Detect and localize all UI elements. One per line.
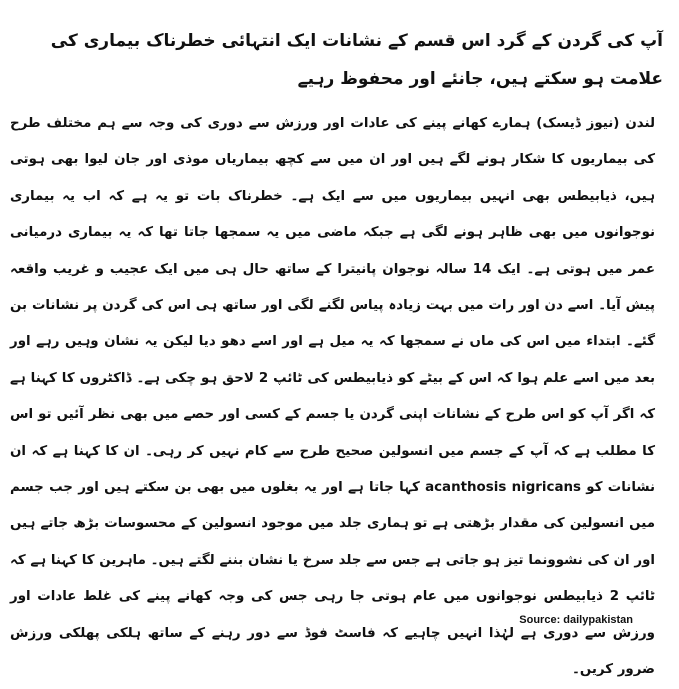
article-body: لندن (نیوز ڈیسک) ہمارے کھانے پینے کی عادات اور ورزش سے دوری کی وجہ سے ہم مختلف طرح کی بیماریوں کا شکار ہونے لگے ہیں اور ان میں سے کچھ بیماریاں موذی اور جان لیوا بھی ہوتی ہیں، ذیابیطس بھی انہیں بیماریوں میں سے ایک ہے۔ خطرناک بات تو یہ ہے کہ اب یہ بیماری نوجوانوں میں بھی ظاہر ہونے لگی ہے جبکہ ماضی میں یہ سمجھا جاتا تھا کہ یہ بیماری درمیانی عمر میں ہوتی ہے۔ ایک 14 سالہ نوجوان پانیترا کے ساتھ حال ہی میں ایک عجیب و غریب واقعہ پیش آیا۔ اسے دن اور رات میں بہت زیادہ پیاس لگنے لگی اور ساتھ ہی اس کی گردن پر نشانات بن گئے۔ ابتداء میں اس کی ماں نے سمجھا کہ یہ میل ہے اور اسے دھو دیا لیکن یہ نشان وہیں رہے اور بعد میں اسے علم ہوا کہ اس کے بیٹے کو ذیابیطس کی ٹائپ 2 لاحق ہو چکی ہے۔ ڈاکٹروں کا کہنا ہے کہ اگر آپ کو اس طرح کے نشانات اپنی گردن یا جسم کے کسی اور حصے میں بھی نظر آئیں تو اس کا مطلب ہے کہ آپ کے جسم میں انسولین صحیح طرح سے کام نہیں کر رہی۔ ان کا کہنا ہے کہ ان نشانات کو acanthosis nigricans کہا جاتا ہے اور یہ بغلوں میں بھی بن سکتے ہیں اور جب جسم میں انسولین کی مقدار بڑھتی ہے تو ہماری جلد میں موجود انسولین کے محسوسات بڑھ جاتے ہیں اور ان کی نشوونما تیز ہو جاتی ہے جس سے جلد سرخ یا نشان بننے لگتے ہیں۔ ماہرین کا کہنا ہے کہ ٹائپ 2 ذیابیطس نوجوانوں میں عام ہوتی جا رہی جس کی وجہ کھانے پینے کی غلط عادات اور ورزش سے دوری ہے لہٰذا انہیں چاہیے کہ فاسٹ فوڈ سے دور رہنے کے ساتھ ہلکی پھلکی ورزش ضرور کریں۔: [10, 116, 655, 678]
article-headline: آپ کی گردن کے گرد اس قسم کے نشانات ایک انتہائی خطرناک بیماری کی علامت ہو سکتے ہیں، جانئے اور محفوظ رہیے: [50, 31, 663, 89]
source-credit: Source: dailypakistan: [519, 614, 633, 626]
